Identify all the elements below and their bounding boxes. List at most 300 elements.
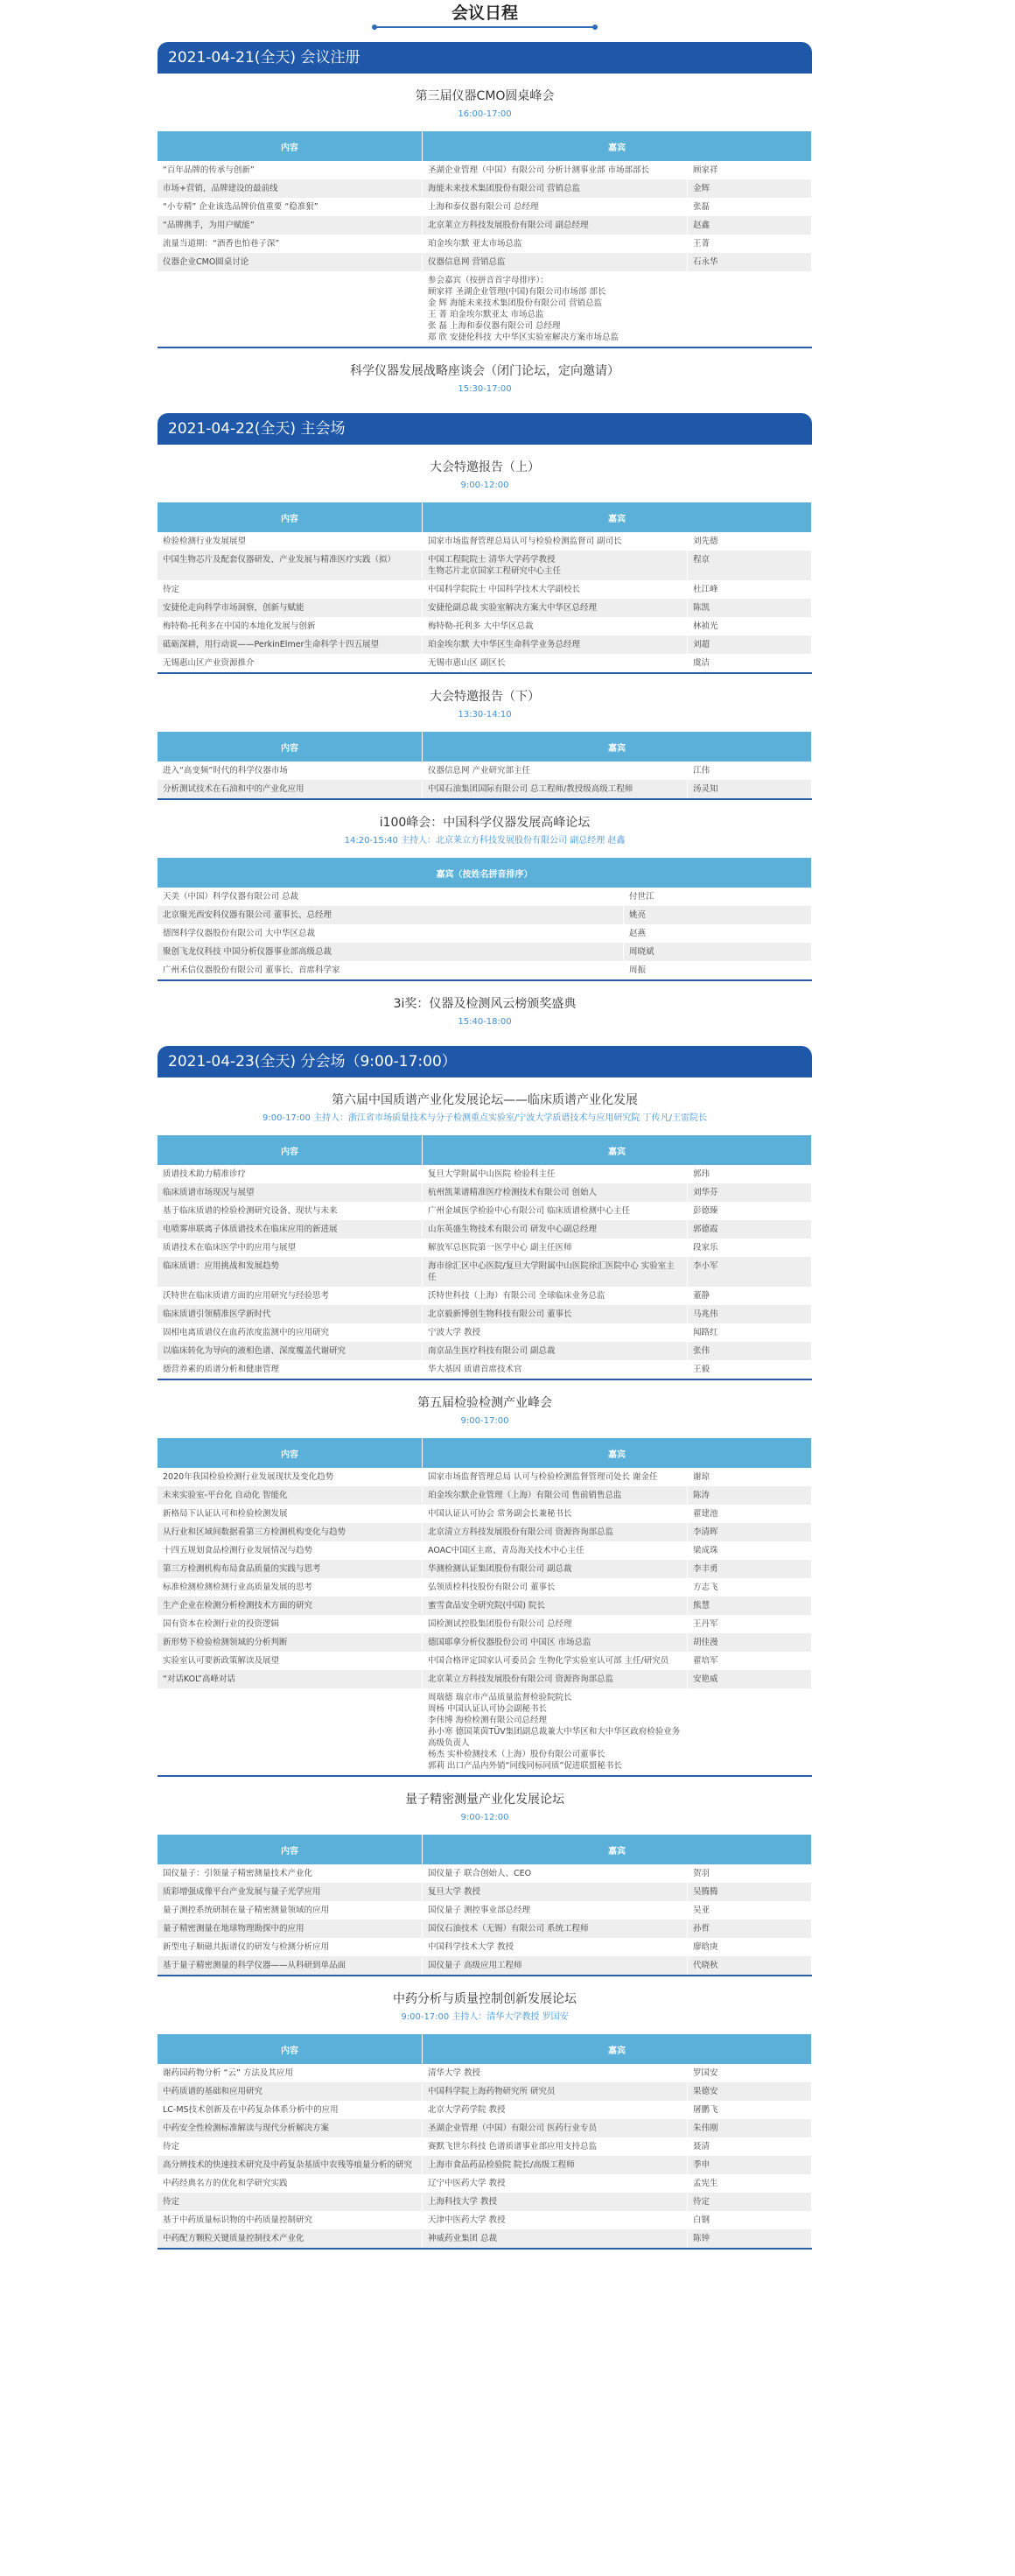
table-header-row <box>158 1835 812 1864</box>
cell-topic: 临床质谱市场现况与展望 <box>158 1183 423 1202</box>
cell-topic: 国仪量子：引领量子精密测量技术产业化 <box>158 1864 423 1883</box>
cell-speaker: 石永华 <box>688 253 812 271</box>
session-table <box>158 502 812 674</box>
table-row <box>158 1165 812 1183</box>
table-row <box>158 1486 812 1505</box>
cell-affiliation: 上海和泰仪器有限公司 总经理 <box>423 198 688 216</box>
cell-affiliation: 中国合格评定国家认可委员会 生物化学实验室认可部 主任/研究员 <box>423 1652 688 1670</box>
cell-topic: 基于量子精密测量的科学仪器——从科研到单品面 <box>158 1956 423 1976</box>
cell-speaker: 金辉 <box>688 179 812 198</box>
cell-speaker: 林祯光 <box>688 617 812 635</box>
table-row <box>158 1956 812 1976</box>
spacer <box>158 396 812 403</box>
cell-affiliation: 华大基因 质谱首席技术官 <box>423 1360 688 1379</box>
cell-topic <box>158 1688 423 1776</box>
cell-speaker: 廖晗庚 <box>688 1938 812 1956</box>
cell-speaker: 李清晖 <box>688 1523 812 1541</box>
cell-speaker: 季申 <box>688 2156 812 2174</box>
cell-topic: 无锡惠山区产业资源推介 <box>158 654 423 673</box>
table-row <box>158 1342 812 1360</box>
cell-affiliation: 国仪石油技术（无锡）有限公司 系统工程师 <box>423 1920 688 1938</box>
session-table <box>158 2034 812 2250</box>
table-row <box>158 1901 812 1920</box>
cell-affiliation: 上海科技大学 教授 <box>423 2193 688 2211</box>
cell-topic: 基于中药质量标识物的中药质量控制研究 <box>158 2211 423 2229</box>
cell-affiliation: 国仪量子 高级应用工程师 <box>423 1956 688 1976</box>
cell-speaker: 吴腾腾 <box>688 1883 812 1901</box>
cell-affiliation: 华测检测认证集团股份有限公司 副总裁 <box>423 1560 688 1578</box>
table-row <box>158 532 812 551</box>
cell-speaker: 罗国安 <box>688 2064 812 2082</box>
cell-topic: 中药配方颗粒关键质量控制技术产业化 <box>158 2229 423 2249</box>
cell-affiliation: 宁波大学 教授 <box>423 1323 688 1342</box>
table-row <box>158 1257 812 1287</box>
cell-affiliation: 国仪量子 测控事业部总经理 <box>423 1901 688 1920</box>
cell-affiliation: 国检测试控股集团股份有限公司 总经理 <box>423 1615 688 1633</box>
table-row <box>158 654 812 673</box>
cell-topic: 质谱技术助力精准诊疗 <box>158 1165 423 1183</box>
header-guest: 嘉宾 <box>423 1438 812 1468</box>
cell-topic: 标准检测检测检测行业高质量发展的思考 <box>158 1578 423 1597</box>
session-table <box>158 1135 812 1380</box>
cell-affiliation: AOAC中国区主席、青岛海关技术中心主任 <box>423 1541 688 1560</box>
schedule-page <box>158 0 812 2250</box>
cell-affiliation: 赵燕 <box>624 924 812 943</box>
table-row <box>158 580 812 599</box>
cell-affiliation: 山东英盛生物技术有限公司 研发中心副总经理 <box>423 1220 688 1239</box>
cell-affiliation: 珀金埃尔默企业管理（上海）有限公司 售前销售总监 <box>423 1486 688 1505</box>
cell-affiliation: 中国石油集团国际有限公司 总工程师/教授级高级工程师 <box>423 780 688 799</box>
cell-speaker: 江伟 <box>688 762 812 780</box>
table-row <box>158 1541 812 1560</box>
cell-topic: 市场+营销，品牌建设的最前线 <box>158 179 423 198</box>
cell-speaker: 翟建池 <box>688 1505 812 1523</box>
day-header: 2021-04-21(全天) 会议注册 <box>158 42 812 74</box>
session-time: 9:00-12:00 <box>460 1813 509 1822</box>
table-row <box>158 1239 812 1257</box>
cell-affiliation: 弘领质检科技股份有限公司 董事长 <box>423 1578 688 1597</box>
session-table <box>158 858 812 981</box>
table-row <box>158 906 812 924</box>
cell-topic: LC-MS技术创新及在中药复杂体系分析中的应用 <box>158 2101 423 2119</box>
header-guest: 嘉宾 <box>423 732 812 762</box>
cell-speaker: 熊慧 <box>688 1597 812 1615</box>
header-content: 内容 <box>158 732 423 762</box>
cell-affiliation: 付世江 <box>624 888 812 906</box>
cell-affiliation: 北京清立方科技发展股份有限公司 资源咨询部总监 <box>423 1523 688 1541</box>
table-header-row <box>158 1438 812 1468</box>
cell-affiliation: 无锡市惠山区 副区长 <box>423 654 688 673</box>
cell-speaker: 孙哲 <box>688 1920 812 1938</box>
cell-topic <box>158 271 423 347</box>
cell-affiliation: 广州金域医学检验中心有限公司 临床质谱检测中心主任 <box>423 1202 688 1220</box>
cell-topic: 生产企业在检测分析检测技术方面的研究 <box>158 1597 423 1615</box>
session-title: 第三届仪器CMO圆桌峰会 <box>415 89 555 103</box>
cell-speaker: 梁成珠 <box>688 1541 812 1560</box>
table-row <box>158 762 812 780</box>
cell-speaker: 程京 <box>688 551 812 580</box>
cell-speaker: 赵鑫 <box>688 216 812 235</box>
table-row <box>158 179 812 198</box>
cell-speaker: 代晓秋 <box>688 1956 812 1976</box>
table-row <box>158 2137 812 2156</box>
table-row <box>158 1505 812 1523</box>
cell-topic: 中国生物芯片及配套仪器研发、产业发展与精准医疗实践（拟） <box>158 551 423 580</box>
cell-speaker: 李小军 <box>688 1257 812 1287</box>
cell-speaker: 王毅 <box>688 1360 812 1379</box>
cell-speaker: 胡佳漫 <box>688 1633 812 1652</box>
cell-topic: 实验室认可要新政策解读及展望 <box>158 1652 423 1670</box>
cell-speaker: 刘先德 <box>688 532 812 551</box>
session-title: 大会特邀报告（下） <box>430 690 540 704</box>
header-guest: 嘉宾 <box>423 502 812 532</box>
table-row <box>158 235 812 253</box>
table-row <box>158 2101 812 2119</box>
table-header-row <box>158 131 812 161</box>
cell-affiliation: 周晓斌 <box>624 943 812 961</box>
cell-topic: 电喷雾串联离子体质谱技术在临床应用的新进展 <box>158 1220 423 1239</box>
cell-affiliation: 国仪量子 联合创始人、CEO <box>423 1864 688 1883</box>
session-time: 9:00-12:00 <box>460 481 509 490</box>
cell-affiliation: 中国工程院院士 清华大学药学教授 生物芯片北京国家工程研究中心主任 <box>423 551 688 580</box>
table-row <box>158 198 812 216</box>
session-title: 3i奖：仪器及检测风云榜颁奖盛典 <box>393 997 577 1011</box>
cell-topic: 检验检测行业发展展望 <box>158 532 423 551</box>
cell-affiliation: 沃特世科技（上海）有限公司 全球临床业务总监 <box>423 1287 688 1305</box>
session-title: 第五届检验检测产业峰会 <box>417 1396 552 1410</box>
cell-speaker: 翟培军 <box>688 1652 812 1670</box>
session-time: 9:00-17:00 主持人：浙江省市场质量技术与分子检测重点实验室/宁波大学质谱技术与应用研究院 丁传凡/王雷院长 <box>262 1113 707 1123</box>
cell-speaker: 李丰勇 <box>688 1560 812 1578</box>
cell-affiliation: 上海市食品药品检验院 院长/高级工程师 <box>423 2156 688 2174</box>
cell-topic: 仪器企业CMO圆桌讨论 <box>158 253 423 271</box>
cell-affiliation: 圣湖企业管理（中国）有限公司 医药行业专员 <box>423 2119 688 2137</box>
cell-topic: “品牌携手，为用户赋能” <box>158 216 423 235</box>
cell-affiliation: 中国认证认可协会 常务副会长兼秘书长 <box>423 1505 688 1523</box>
cell-affiliation: 天津中医药大学 教授 <box>423 2211 688 2229</box>
session-time: 15:30-17:00 <box>458 384 512 394</box>
table-row <box>158 943 812 961</box>
cell-topic: “对话KOL”高峰对话 <box>158 1670 423 1688</box>
cell-speaker: 顾家祥 <box>688 161 812 179</box>
header-content: 内容 <box>158 1835 423 1864</box>
cell-speaker: 彭德臻 <box>688 1202 812 1220</box>
cell-affiliation: 参会嘉宾（按拼音首字母排序）： 顾家祥 圣湖企业管理(中国)有限公司市场部 部长 金 辉 海能未来技术集团股份有限公司 营销总监 王 菁 珀金埃尔默亚太 市场总监 张 磊 上海和泰仪器有限公司 总经理 郑 欣 安捷伦科技 大中华区实验室解决方案市场总监 <box>423 271 688 347</box>
title-dot-right <box>592 25 598 30</box>
cell-affiliation: 神威药业集团 总裁 <box>423 2229 688 2249</box>
cell-topic: 待定 <box>158 2193 423 2211</box>
table-row <box>158 2082 812 2101</box>
session-table <box>158 1835 812 1976</box>
cell-affiliation: 杭州凯莱谱精准医疗检测技术有限公司 创始人 <box>423 1183 688 1202</box>
cell-topic: 固相电离质谱仪在血药浓度监测中的应用研究 <box>158 1323 423 1342</box>
table-row <box>158 1468 812 1486</box>
title-dot-left <box>372 25 377 30</box>
cell-topic: 分析测试技术在石油和中的产业化应用 <box>158 780 423 799</box>
session-title: 中药分析与质量控制创新发展论坛 <box>393 1992 577 2006</box>
table-row <box>158 961 812 980</box>
header-content: 内容 <box>158 131 423 161</box>
table-row <box>158 1633 812 1652</box>
cell-affiliation: 国家市场监督管理总局认可与检验检测监督司 副司长 <box>423 532 688 551</box>
session-time: 15:40-18:00 <box>458 1017 512 1027</box>
header-guest-alpha: 嘉宾（按姓名拼音排序） <box>158 858 812 888</box>
cell-affiliation: 中国科学院上海药物研究所 研究员 <box>423 2082 688 2101</box>
cell-speaker <box>688 1688 812 1776</box>
cell-topic: “百年品牌的传承与创新” <box>158 161 423 179</box>
cell-topic: 砥砺深耕，用行动说——PerkinElmer生命科学十四五展望 <box>158 635 423 654</box>
table-row <box>158 924 812 943</box>
cell-speaker: 果德安 <box>688 2082 812 2101</box>
header-guest: 嘉宾 <box>423 1135 812 1165</box>
cell-affiliation: 南京品生医疗科技有限公司 副总裁 <box>423 1342 688 1360</box>
table-row <box>158 1652 812 1670</box>
table-row <box>158 1615 812 1633</box>
table-row <box>158 1323 812 1342</box>
cell-topic: 中药质谱的基础和应用研究 <box>158 2082 423 2101</box>
cell-speaker <box>688 271 812 347</box>
cell-topic: 北京聚光西安科仪器有限公司 董事长、总经理 <box>158 906 624 924</box>
cell-topic: 谢药园药物分析 “云” 方法及其应用 <box>158 2064 423 2082</box>
cell-topic: 基于临床质谱的检验检测研究设备、现状与未来 <box>158 1202 423 1220</box>
table-row <box>158 1560 812 1578</box>
table-row <box>158 2211 812 2229</box>
table-row <box>158 1597 812 1615</box>
cell-topic: 广州禾信仪器股份有限公司 董事长、首席科学家 <box>158 961 624 980</box>
cell-speaker: 陈涛 <box>688 1486 812 1505</box>
cell-speaker: 安艳威 <box>688 1670 812 1688</box>
cell-speaker: 方志飞 <box>688 1578 812 1597</box>
cell-speaker: 段家乐 <box>688 1239 812 1257</box>
cell-affiliation: 姚亮 <box>624 906 812 924</box>
table-row <box>158 1938 812 1956</box>
cell-speaker: 刘华芬 <box>688 1183 812 1202</box>
cell-affiliation: 国家市场监督管理总局 认可与检验检测监督管理司处长 谢金任 <box>423 1468 688 1486</box>
cell-speaker: 待定 <box>688 2193 812 2211</box>
cell-topic: 2020年我国检验检测行业发展现状及变化趋势 <box>158 1468 423 1486</box>
session-title: 第六届中国质谱产业化发展论坛——临床质谱产业化发展 <box>332 1093 638 1107</box>
cell-topic: 临床质谱：应用挑战和发展趋势 <box>158 1257 423 1287</box>
cell-topic: 十四五规划食品检测行业发展情况与趋势 <box>158 1541 423 1560</box>
header-content: 内容 <box>158 1438 423 1468</box>
header-guest: 嘉宾 <box>423 131 812 161</box>
day-header: 2021-04-22(全天) 主会场 <box>158 413 812 445</box>
session-time: 16:00-17:00 <box>458 109 512 119</box>
session-title: 量子精密测量产业化发展论坛 <box>405 1793 564 1807</box>
cell-affiliation: 安捷伦副总裁 实验室解决方案大中华区总经理 <box>423 599 688 617</box>
cell-topic: 量子精密测量在地球物理勘探中的应用 <box>158 1920 423 1938</box>
cell-affiliation: 周振 <box>624 961 812 980</box>
table-row <box>158 1202 812 1220</box>
table-row <box>158 1183 812 1202</box>
table-row <box>158 635 812 654</box>
cell-topic: 待定 <box>158 580 423 599</box>
table-row <box>158 2174 812 2193</box>
session-title: 科学仪器发展战略座谈会（闭门论坛，定向邀请） <box>350 364 620 378</box>
cell-affiliation: 解放军总医院第一医学中心 副主任医师 <box>423 1239 688 1257</box>
header-content: 内容 <box>158 2034 423 2064</box>
cell-topic: 量子测控系统研制在量子精密测量领域的应用 <box>158 1901 423 1920</box>
cell-topic: 流量当道期：“酒香也怕巷子深” <box>158 235 423 253</box>
cell-affiliation: 周瑞德 瑞京市产品质量监督检验院院长 周杨 中国认证认可协会副秘书长 李伟博 海检检测有限公司总经理 孙小寒 德国莱茵TÜV集团副总裁兼大中华区和大中华区政府检验业务高级负责人 杨杰 实朴检测技术（上海）股份有限公司董事长 郭莉 出口产品内外销“同线同标同质”促进联盟秘书长 <box>423 1688 688 1776</box>
header-guest: 嘉宾 <box>423 1835 812 1864</box>
cell-topic: 新形势下检验检测领域的分析判断 <box>158 1633 423 1652</box>
table-header-row <box>158 502 812 532</box>
cell-speaker: 朱伟刚 <box>688 2119 812 2137</box>
table-row <box>158 1360 812 1379</box>
session-time: 9:00-17:00 <box>460 1416 509 1426</box>
cell-affiliation: 中国科学院院士 中国科学技术大学副校长 <box>423 580 688 599</box>
cell-affiliation: 仪器信息网 产业研究部主任 <box>423 762 688 780</box>
cell-topic: 第三方检测机构布局食品质量的实践与思考 <box>158 1560 423 1578</box>
cell-speaker: 郭德霞 <box>688 1220 812 1239</box>
table-row <box>158 599 812 617</box>
cell-affiliation: 北京莱立方科技发展股份有限公司 资源咨询部总监 <box>423 1670 688 1688</box>
session-time: 13:30-14:10 <box>458 710 512 719</box>
cell-affiliation: 辽宁中医药大学 教授 <box>423 2174 688 2193</box>
table-row <box>158 617 812 635</box>
table-row <box>158 2193 812 2211</box>
cell-affiliation: 仪器信息网 营销总监 <box>423 253 688 271</box>
table-row <box>158 253 812 271</box>
session-time: 14:20-15:40 主持人：北京莱立方科技发展股份有限公司 副总经理 赵鑫 <box>344 836 626 846</box>
header-content: 内容 <box>158 1135 423 1165</box>
cell-affiliation: 北京毅新博创生物科技有限公司 董事长 <box>423 1305 688 1323</box>
table-row <box>158 2064 812 2082</box>
table-row <box>158 2229 812 2249</box>
table-row <box>158 888 812 906</box>
cell-topic: 未来实验室-平台化 自动化 智能化 <box>158 1486 423 1505</box>
cell-affiliation: 珀金埃尔默 亚太市场总监 <box>423 235 688 253</box>
cell-affiliation: 德国耶拿分析仪器股份公司 中国区 市场总监 <box>423 1633 688 1652</box>
table-row <box>158 1305 812 1323</box>
spacer <box>158 1028 812 1035</box>
cell-affiliation: 圣湖企业管理（中国）有限公司 分析计测事业部 市场部部长 <box>423 161 688 179</box>
session-title: i100峰会：中国科学仪器发展高峰论坛 <box>379 816 591 830</box>
table-row <box>158 1864 812 1883</box>
cell-affiliation: 蜜雪食品安全研究院(中国) 院长 <box>423 1597 688 1615</box>
cell-affiliation: 清华大学 教授 <box>423 2064 688 2082</box>
cell-affiliation: 复旦大学 教授 <box>423 1883 688 1901</box>
session-table <box>158 732 812 800</box>
cell-speaker: 马兆伟 <box>688 1305 812 1323</box>
cell-affiliation: 梅特勒-托利多 大中华区总裁 <box>423 617 688 635</box>
cell-speaker: 屠鹏飞 <box>688 2101 812 2119</box>
table-row <box>158 161 812 179</box>
cell-speaker: 吴亚 <box>688 1901 812 1920</box>
cell-topic: 质谱技术在临床医学中的应用与展望 <box>158 1239 423 1257</box>
day-header: 2021-04-23(全天) 分会场（9:00-17:00） <box>158 1046 812 1077</box>
cell-topic: 临床质谱引领精准医学新时代 <box>158 1305 423 1323</box>
page-title-box <box>158 0 812 32</box>
cell-topic: 中药安全性检测标准解读与现代分析解决方案 <box>158 2119 423 2137</box>
table-row <box>158 1883 812 1901</box>
header-guest: 嘉宾 <box>423 2034 812 2064</box>
cell-topic: 新型电子顺磁共振谱仪的研发与检测分析应用 <box>158 1938 423 1956</box>
session-title: 大会特邀报告（上） <box>430 460 540 474</box>
cell-speaker: 张磊 <box>688 198 812 216</box>
table-row <box>158 1578 812 1597</box>
header-content: 内容 <box>158 502 423 532</box>
table-row <box>158 551 812 580</box>
cell-speaker: 贺羽 <box>688 1864 812 1883</box>
cell-speaker: 杜江峰 <box>688 580 812 599</box>
page-title: 会议日程 <box>446 1 523 25</box>
session-time: 9:00-17:00 主持人：清华大学教授 罗国安 <box>401 2012 569 2022</box>
cell-speaker: 陈钟 <box>688 2229 812 2249</box>
cell-speaker: 郭玮 <box>688 1165 812 1183</box>
cell-speaker: 孟宪生 <box>688 2174 812 2193</box>
cell-speaker: 张伟 <box>688 1342 812 1360</box>
cell-speaker: 王菁 <box>688 235 812 253</box>
table-row <box>158 271 812 347</box>
cell-affiliation: 海能未来技术集团股份有限公司 营销总监 <box>423 179 688 198</box>
cell-speaker: 白钢 <box>688 2211 812 2229</box>
cell-topic: 待定 <box>158 2137 423 2156</box>
cell-speaker: 董静 <box>688 1287 812 1305</box>
table-row <box>158 2156 812 2174</box>
cell-topic: 德图科学仪器股份有限公司 大中华区总裁 <box>158 924 624 943</box>
cell-speaker: 虞洁 <box>688 654 812 673</box>
session-table <box>158 1438 812 1777</box>
cell-topic: 进入“高变频”时代的科学仪器市场 <box>158 762 423 780</box>
table-row <box>158 780 812 799</box>
cell-speaker: 刘超 <box>688 635 812 654</box>
cell-topic: 天美（中国）科学仪器有限公司 总裁 <box>158 888 624 906</box>
cell-speaker: 聂清 <box>688 2137 812 2156</box>
cell-topic: 德营养素的质谱分析和健康管理 <box>158 1360 423 1379</box>
cell-topic: 从行业和区域间数据看第三方检测机构变化与趋势 <box>158 1523 423 1541</box>
cell-speaker: 闻路红 <box>688 1323 812 1342</box>
table-header-row <box>158 2034 812 2064</box>
cell-topic: 质彩增强成像平台产业发展与量子光学应用 <box>158 1883 423 1901</box>
cell-topic: “小专精” 企业该选品牌价值重要 “稳准狠” <box>158 198 423 216</box>
table-header-row <box>158 1135 812 1165</box>
cell-affiliation: 复旦大学附属中山医院 检验科主任 <box>423 1165 688 1183</box>
table-row <box>158 216 812 235</box>
cell-topic: 中药经典名方的优化和学研究实践 <box>158 2174 423 2193</box>
table-header-row <box>158 732 812 762</box>
session-table <box>158 131 812 348</box>
cell-affiliation: 珀金埃尔默 大中华区生命科学业务总经理 <box>423 635 688 654</box>
cell-affiliation: 中国科学技术大学 教授 <box>423 1938 688 1956</box>
table-header-row <box>158 858 812 888</box>
cell-speaker: 王丹军 <box>688 1615 812 1633</box>
cell-speaker: 汤灵知 <box>688 780 812 799</box>
cell-topic: 聚创飞龙仪科技 中国分析仪器事业部高级总裁 <box>158 943 624 961</box>
table-row <box>158 1670 812 1688</box>
cell-topic: 安捷伦走向科学市场洞察，创新与赋能 <box>158 599 423 617</box>
cell-topic: 高分辨技术的快速技术研究及中药复杂基质中农残等痕量分析的研究 <box>158 2156 423 2174</box>
table-row <box>158 1220 812 1239</box>
cell-affiliation: 海市徐汇区中心医院/复旦大学附属中山医院徐汇医院中心 实验室主任 <box>423 1257 688 1287</box>
cell-topic: 国有资本在检测行业的投资逻辑 <box>158 1615 423 1633</box>
cell-topic: 新格局下认证认可和检验检测发展 <box>158 1505 423 1523</box>
table-row <box>158 1688 812 1776</box>
cell-affiliation: 赛默飞世尔科技 色谱质谱事业部应用支持总监 <box>423 2137 688 2156</box>
table-row <box>158 1523 812 1541</box>
cell-topic: 以临床转化为导向的液相色谱、深度覆盖代谢研究 <box>158 1342 423 1360</box>
cell-topic: 沃特世在临床质谱方面的应用研究与经验思考 <box>158 1287 423 1305</box>
days-container <box>158 42 812 2250</box>
cell-affiliation: 北京大学药学院 教授 <box>423 2101 688 2119</box>
cell-speaker: 谢琼 <box>688 1468 812 1486</box>
cell-affiliation: 北京莱立方科技发展股份有限公司 副总经理 <box>423 216 688 235</box>
table-row <box>158 2119 812 2137</box>
cell-speaker: 陈凯 <box>688 599 812 617</box>
table-row <box>158 1920 812 1938</box>
cell-topic: 梅特勒-托利多在中国的本地化发展与创新 <box>158 617 423 635</box>
